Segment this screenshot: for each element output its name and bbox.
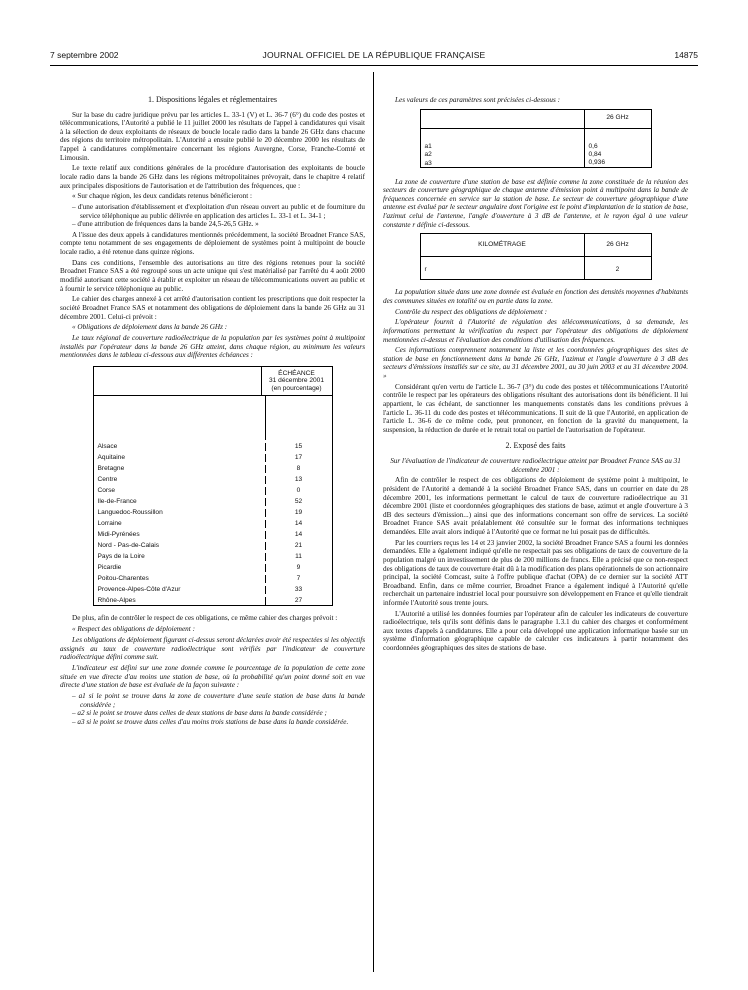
- paragraph: Le taux régional de couverture radioélectrique de la population par les systèmes point à multipoint installés par l'opérateur dans la bande 26 GHz atteint, dans chaque région, au minimum les valeurs mentionnées dans le tableau ci-dessous aux différentes échéances :: [60, 334, 365, 360]
- header-page-number: 14875: [674, 50, 698, 60]
- paragraph: Les valeurs de ces paramètres sont précisées ci-dessous :: [395, 96, 561, 104]
- region-value: 52: [294, 497, 303, 505]
- coverage-table-header-label: ÉCHÉANCE 31 décembre 2001 (en pourcentage): [269, 369, 324, 392]
- parameter-values: [585, 129, 651, 167]
- table-row: [94, 561, 332, 572]
- table-row: [94, 572, 332, 583]
- region-name: Languedoc-Roussillon: [94, 509, 266, 518]
- parameter-table-header: 26 GHz: [606, 114, 629, 122]
- region-name: Nord - Pas-de-Calais: [94, 542, 266, 551]
- table-row: [94, 583, 332, 594]
- region-name: Alsace: [94, 443, 266, 452]
- right-column: [383, 96, 688, 655]
- list: [60, 692, 365, 726]
- paragraph: L'indicateur est défini sur une zone donnée comme le pourcentage de la population de cette zone située en vue directe d'au moins une station de base, où la probabilité qu'un point donné soit en vue directe d'une station de base est évaluée de la façon suivante :: [60, 663, 365, 690]
- table-row: [94, 550, 332, 561]
- parameter-value: 0,936: [588, 158, 606, 166]
- region-name: Picardie: [94, 564, 266, 573]
- region-value: 14: [294, 530, 303, 538]
- parameter-table: [420, 109, 652, 168]
- paragraph: L'Autorité a utilisé les données fournies par l'opérateur afin de calculer les indicateurs de couverture radioélectrique, tels qu'ils sont définis dans le paragraphe 1.3.1 du cahier des charges et conformément aux textes d'appels à candidatures. Elle a pour cela développé une application informatique basée sur un système d'information géographique capable de calculer ces indicateurs à partir notamment des coordonnées géographiques des sites de stations de base.: [383, 609, 688, 653]
- page-header: [50, 50, 698, 64]
- paragraph: Contrôle du respect des obligations de déploiement :: [395, 307, 548, 316]
- column-divider: [373, 72, 374, 972]
- table-row: [94, 440, 332, 451]
- parameter-value: 0,84: [588, 150, 602, 158]
- region-value: 27: [294, 596, 303, 604]
- paragraph: « Obligations de déploiement dans la bande 26 GHz :: [72, 323, 228, 332]
- table-row: [94, 506, 332, 517]
- region-value: 15: [294, 442, 303, 450]
- region-value: 0: [296, 486, 301, 494]
- region-value: 14: [294, 519, 303, 527]
- header-rule: [50, 65, 698, 66]
- section-title-1: 1. Dispositions légales et réglementaires: [147, 95, 278, 104]
- region-value: 33: [294, 585, 303, 593]
- paragraph: « Respect des obligations de déploiement :: [72, 625, 195, 634]
- paragraph: Afin de contrôler le respect de ces obligations de déploiement de système point à multipoint, le président de l'Autorité a demandé à la société Broadnet France SAS, dans un courrier en date du 28 décembre 2001, les informations permettant le calcul de taux de couverture radioélectrique au 31 décembre 2001 (liste et coordonnées géographiques des stations de base, azimut et angle d'ouverture à 3 dB des secteurs d'émission...) ainsi que des informations concernant son offre de services. La société Broadnet France SAS avait préalablement été consultée sur le format des informations techniques demandées. Elle avait alors indiqué à l'Autorité que ce format ne lui posait pas de difficultés.: [383, 476, 688, 536]
- paragraph: Dans ces conditions, l'ensemble des autorisations au titre des régions retenues pour la société Broadnet France SAS a été regroupé sous un acte unique qui s'est matérialisé par l'arrêté du 4 août 2000 modifié autorisant cette société à établir et exploiter un réseau de télécommunications ouvert au public et à fournir le service téléphonique au public.: [60, 258, 365, 293]
- kilometrage-table: [420, 233, 652, 280]
- coverage-table-header: [94, 367, 332, 397]
- coverage-table: [93, 366, 333, 607]
- list-item: – a1 si le point se trouve dans la zone de couverture d'une seule station de base dans la bande considérée ;: [72, 691, 365, 709]
- table-row: [94, 473, 332, 484]
- table-row: [94, 484, 332, 495]
- region-value: 17: [294, 453, 303, 461]
- header-date: 7 septembre 2002: [50, 50, 119, 60]
- region-name: Aquitaine: [94, 454, 266, 463]
- paragraph: La zone de couverture d'une station de base est définie comme la zone constituée de la réunion des secteurs de couverture géographique de chaque antenne d'émission point à multipoint dans la bande de fréquences concernée en service sur la station de base. Le secteur de couverture géographique d'une antenne est évalué par le secteur angulaire dont l'origine est le point d'implantation de la station de base, l'azimut celui de l'antenne, l'angle d'ouverture à 3 dB de l'antenne, et le rayon égal à une valeur constante r définie ci-dessous.: [383, 177, 688, 229]
- region-value: 8: [296, 464, 301, 472]
- kilometrage-header: KILOMÉTRAGE: [421, 234, 585, 256]
- region-value: 11: [295, 552, 302, 560]
- parameter-value: 0,6: [588, 142, 598, 150]
- parameter-labels: [421, 129, 585, 167]
- region-value: 7: [296, 574, 301, 582]
- kilometrage-label: r: [421, 257, 585, 279]
- region-name: Centre: [94, 476, 266, 485]
- paragraph: Considérant qu'en vertu de l'article L. 36-7 (3°) du code des postes et télécommunications l'Autorité contrôle le respect par les opérateurs des obligations résultant des autorisations dont ils bénéficient. Il lui appartient, le cas échéant, de sanctionner les manquements constatés dans les conditions prévues à l'article L. 36-11 du code des postes et télécommunications. Il suit de là que l'Autorité, en application de l'article L. 36-6 de ce même code, peut prononcer, en fonction de la gravité du manquement, la suspension, la réduction de durée et le retrait total ou partiel de l'autorisation de l'opérateur.: [383, 382, 688, 434]
- region-name: Ile-de-France: [94, 498, 266, 507]
- region-name: Bretagne: [94, 465, 266, 474]
- paragraph: Les obligations de déploiement figurant ci-dessus seront déclarées avoir été respectées si les objectifs assignés au taux de couverture radioélectrique sont vérifiés par l'indicateur de couverture radioélectrique défini comme suit.: [60, 636, 365, 662]
- table-row: [94, 517, 332, 528]
- region-value: 9: [296, 563, 301, 571]
- table-row: [94, 462, 332, 473]
- region-name: Corse: [94, 487, 266, 496]
- region-name: Rhône-Alpes: [94, 597, 266, 606]
- table-row: [94, 594, 332, 605]
- section-title-2: 2. Exposé des faits: [505, 441, 566, 451]
- region-value: 19: [294, 508, 303, 516]
- paragraph: Sur la base du cadre juridique prévu par les articles L. 33-1 (V) et L. 36-7 (6°) du code des postes et télécommunications, l'Autorité a publié le 11 juillet 2000 les résultats de l'appel à candidatures qui visait à la sélection de deux exploitants de réseaux de boucle locale radio dans la bande 26 GHz dans chacune des régions du territoire métropolitain. L'Autorité a ensuite publié le 20 décembre 2000 les résultats de l'appel à candidatures complémentaire concernant les régions Auvergne, Corse, Franche-Comté et Limousin.: [60, 110, 365, 162]
- region-name: Pays de la Loire: [94, 553, 266, 562]
- paragraph: Le texte relatif aux conditions générales de la procédure d'autorisation des exploitants de boucle locale radio dans la bande 26 GHz dans les régions métropolitaines prévoyait, dans le chapitre 4 relatif aux principales dispositions de l'autorisation et de l'attribution des fréquences, que :: [60, 164, 365, 190]
- paragraph: A l'issue des deux appels à candidatures mentionnés précédemment, la société Broadnet France SAS, compte tenu notamment de ses engagements de déploiement de systèmes point à multipoint de boucle locale radio, a été retenue dans quinze régions.: [60, 230, 365, 257]
- region-name: Midi-Pyrénées: [94, 531, 266, 540]
- paragraph: Le cahier des charges annexé à cet arrêté d'autorisation contient les prescriptions que doit respecter la société Broadnet France SAS et notamment des obligations de déploiement dans la bande 26 GHz au 31 décembre 2001. Celui-ci prévoit :: [60, 295, 365, 321]
- region-name: Poitou-Charentes: [94, 575, 266, 584]
- subtitle: Sur l'évaluation de l'indicateur de couverture radioélectrique atteint par Broadnet France SAS au 31 décembre 2001 :: [390, 457, 681, 474]
- parameter-label: a3: [424, 159, 432, 167]
- paragraph: « Sur chaque région, les deux candidats retenus bénéficieront :: [72, 192, 253, 201]
- list-item: – a2 si le point se trouve dans celles de deux stations de base dans la bande considérée ;: [72, 709, 327, 718]
- region-value: 13: [294, 475, 303, 483]
- region-name: Lorraine: [94, 520, 266, 529]
- list: [60, 203, 365, 229]
- header-title: JOURNAL OFFICIEL DE LA RÉPUBLIQUE FRANÇAISE: [262, 50, 486, 60]
- paragraph: Par les courriers reçus les 14 et 23 janvier 2002, la société Broadnet France SAS a fourni les données demandées. Elle a également indiqué qu'elle ne respectait pas ses obligations de taux de couverture de la population malgré un investissement de plus de 200 millions de francs. Elle a précisé que ce non-respect des obligations de taux de couverture était dû à la modification des plans opérationnels de son actionnaire principal, la société Comcast, suite à l'offre publique d'achat (OPA) de ce dernier sur la société ATT Broadband. Enfin, dans ce même courrier, Broadnet France a également indiqué à l'Autorité qu'elle recherchait un partenaire industriel local pour poursuivre son développement en France et qu'elle tiendrait informée l'Autorité sous trente jours.: [383, 538, 688, 607]
- region-name: Provence-Alpes-Côte d'Azur: [94, 586, 266, 595]
- table-row: [94, 539, 332, 550]
- list-item: – d'une attribution de fréquences dans la bande 24,5-26,5 GHz. »: [72, 220, 259, 229]
- table-row: [94, 528, 332, 539]
- parameter-label: a1: [424, 142, 432, 150]
- paragraph: Ces informations comprennent notamment la liste et les coordonnées géographiques des sites de station de base en fonctionnement dans la bande 26 GHz, l'azimut et l'angle d'ouverture à 3 dB des secteurs d'émissions installés sur ce site, au 31 décembre 2001, au 30 juin 2003 et au 31 décembre 2004. »: [383, 346, 688, 381]
- paragraph: L'opérateur fournit à l'Autorité de régulation des télécommunications, à sa demande, les informations permettant la vérification du respect par l'opérateur des obligations de déploiement mentionnées ci-dessus et l'évaluation des conditions d'utilisation des fréquences.: [383, 318, 688, 344]
- kilometrage-band-header: 26 GHz: [606, 240, 629, 248]
- paragraph: De plus, afin de contrôler le respect de ces obligations, ce même cahier des charges prévoit :: [72, 614, 338, 623]
- list-item: – a3 si le point se trouve dans celles d'au moins trois stations de base dans la bande considérée.: [72, 717, 349, 726]
- region-value: 21: [294, 541, 303, 549]
- paragraph: La population située dans une zone donnée est évaluée en fonction des densités moyennes d'habitants des communes situées en totalité ou en partie dans la zone.: [383, 288, 688, 305]
- parameter-label: a2: [424, 151, 432, 159]
- left-column: [60, 96, 365, 728]
- coverage-table-body: [94, 440, 332, 605]
- table-row: [94, 495, 332, 506]
- kilometrage-value: 2: [615, 266, 620, 274]
- table-row: [94, 451, 332, 462]
- list-item: – d'une autorisation d'établissement et d'exploitation d'un réseau ouvert au public et de fourniture du service téléphonique au public délivrée en application des articles L. 33-1 et L. 34-1 ;: [72, 203, 365, 220]
